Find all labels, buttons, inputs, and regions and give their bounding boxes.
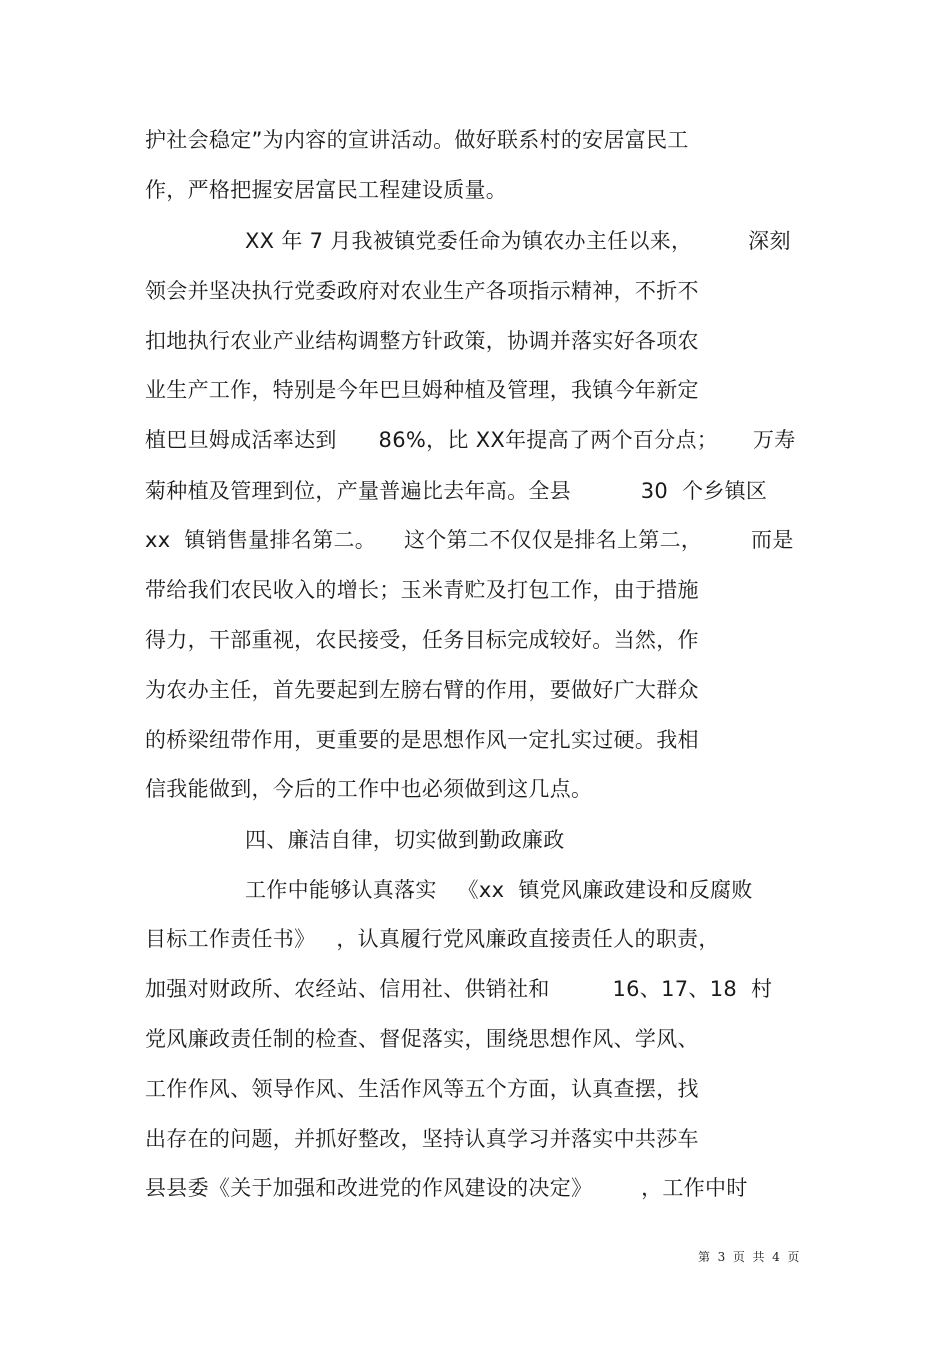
text-line: 目标工作责任书》 ，认真履行党风廉政直接责任人的职责，	[145, 927, 720, 951]
text-line: 信我能做到，今后的工作中也必须做到这几点。	[145, 777, 593, 801]
text-line: 党风廉政责任制的检查、督促落实，围绕思想作风、学风、	[145, 1027, 699, 1051]
text-line: 工作作风、领导作风、生活作风等五个方面，认真查摆，找	[145, 1077, 699, 1101]
text-line: 得力，干部重视，农民接受，任务目标完成较好。当然，作	[145, 628, 699, 652]
text-line: 菊种植及管理到位，产量普遍比去年高。全县 30 个乡镇区	[145, 479, 768, 503]
text-line: 领会并坚决执行党委政府对农业生产各项指示精神，不折不	[145, 279, 699, 303]
page-number-footer: 第 3 页 共 4 页	[698, 1250, 800, 1264]
text-line: 业生产工作，特别是今年巴旦姆种植及管理，我镇今年新定	[145, 378, 699, 402]
text-line: 为农办主任，首先要起到左膀右臂的作用，要做好广大群众	[145, 678, 699, 702]
text-line: 作，严格把握安居富民工程建设质量。	[145, 178, 508, 202]
text-line: 护社会稳定”为内容的宣讲活动。做好联系村的安居富民工	[145, 128, 689, 152]
text-line: xx 镇销售量排名第二。 这个第二不仅仅是排名上第二， 而是	[145, 528, 794, 552]
text-line: 扣地执行农业产业结构调整方针政策，协调并落实好各项农	[145, 329, 699, 353]
section-heading: 四、廉洁自律，切实做到勤政廉政	[245, 828, 565, 852]
text-line: 县县委《关于加强和改进党的作风建设的决定》 ，工作中时	[145, 1176, 748, 1200]
text-line: 的桥梁纽带作用，更重要的是思想作风一定扎实过硬。我相	[145, 728, 699, 752]
text-line: 植巴旦姆成活率达到 86%，比 XX年提高了两个百分点； 万寿	[145, 428, 796, 452]
text-line: XX 年 7 月我被镇党委任命为镇农办主任以来， 深刻	[245, 229, 791, 253]
text-line: 加强对财政所、农经站、信用社、供销社和 16、17、18 村	[145, 977, 773, 1001]
text-line: 出存在的问题，并抓好整改，坚持认真学习并落实中共莎车	[145, 1127, 699, 1151]
text-line: 工作中能够认真落实 《xx 镇党风廉政建设和反腐败	[245, 878, 753, 902]
text-line: 带给我们农民收入的增长；玉米青贮及打包工作，由于措施	[145, 578, 699, 602]
